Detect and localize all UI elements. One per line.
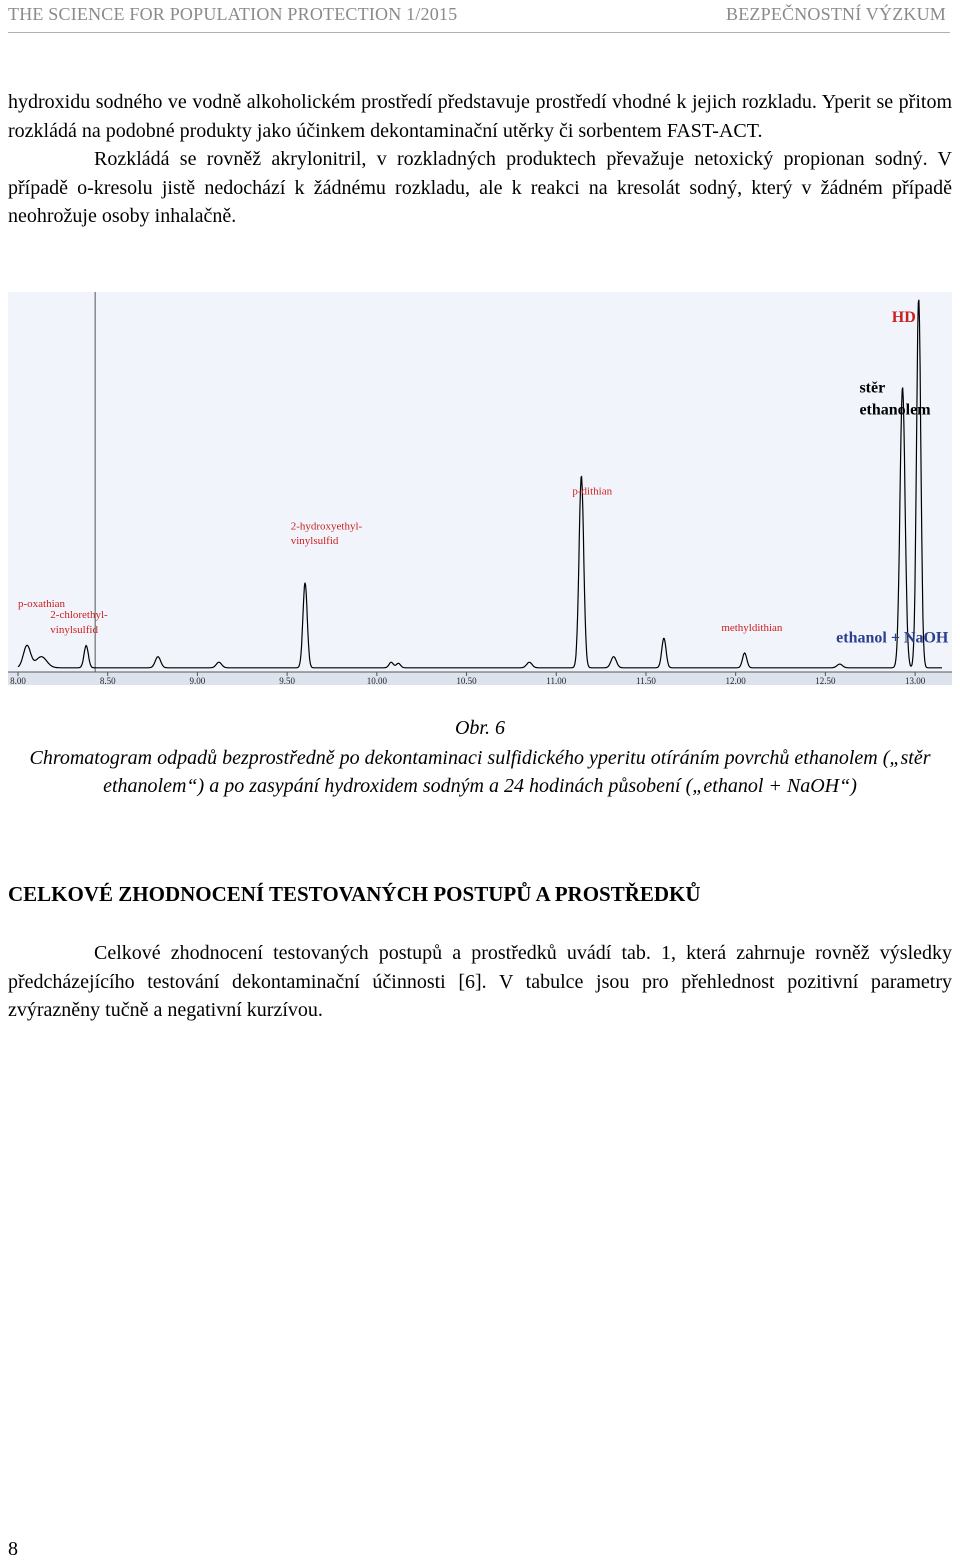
x-tick-label: 10.50 bbox=[456, 676, 477, 685]
peak-label: p-dithian bbox=[572, 485, 613, 498]
x-axis-band bbox=[8, 672, 952, 685]
peak-label: 2-chlorethyl- bbox=[50, 609, 108, 622]
x-tick-label: 8.00 bbox=[10, 676, 26, 685]
running-header bbox=[8, 4, 946, 26]
peak-label: stěr bbox=[859, 379, 886, 397]
peak-label: ethanolem bbox=[859, 401, 931, 419]
paragraph-text-b: Rozkládá se rovněž akrylonitril, v rozkladných produktech převažuje netoxický propionan sodný. V případě o-kresolu jistě nedochází k žádnému rozkladu, ale k reakci na kresolát sodný, který v žádném případě neohrožuje osoby inhalačně. bbox=[8, 148, 952, 227]
chromatogram-trace bbox=[18, 300, 942, 668]
x-tick-label: 8.50 bbox=[99, 676, 116, 685]
header-rule bbox=[8, 32, 950, 33]
x-tick-label: 11.50 bbox=[636, 676, 656, 685]
peak-label: HD bbox=[891, 309, 916, 327]
journal-title: THE SCIENCE FOR POPULATION PROTECTION 1/2015 bbox=[8, 4, 458, 24]
peak-label: vinylsulfid bbox=[290, 535, 339, 548]
figure-label: Obr. 6 bbox=[454, 717, 505, 739]
x-tick-label: 13.00 bbox=[904, 676, 926, 685]
x-tick-label: 12.50 bbox=[815, 676, 836, 685]
x-tick-label: 9.00 bbox=[189, 676, 206, 685]
body-paragraph-1 bbox=[8, 88, 952, 231]
chromatogram-chart bbox=[8, 292, 952, 685]
peak-label: vinylsulfid bbox=[50, 624, 98, 636]
section-title: BEZPEČNOSTNÍ VÝZKUM bbox=[726, 4, 946, 24]
x-tick-label: 9.50 bbox=[279, 676, 296, 685]
peak-label: ethanol + NaOH bbox=[836, 629, 949, 647]
section-heading: CELKOVÉ ZHODNOCENÍ TESTOVANÝCH POSTUPŮ A PROSTŘEDKŮ bbox=[8, 882, 701, 906]
page-number: 8 bbox=[8, 1538, 18, 1560]
peak-label: methyldithian bbox=[721, 622, 783, 635]
paragraph-text-a: hydroxidu sodného ve vodně alkoholickém prostředí představuje prostředí vhodné k jejich rozkladu. Yperit se přitom rozkládá na podobné produkty jako účinkem dekontaminační utěrky či sorbentem FAST-ACT. bbox=[8, 91, 952, 142]
x-tick-label: 12.00 bbox=[725, 676, 746, 685]
peak-label: p-oxathian bbox=[18, 598, 66, 611]
chromatogram-figure bbox=[8, 292, 952, 685]
figure-caption: Chromatogram odpadů bezprostředně po dekontaminaci sulfidického yperitu otíráním povrchů ethanolem („stěr ethanolem“) a po zasypání hydroxidem sodným a 24 hodinách působení („ethanol + NaOH“) bbox=[29, 747, 931, 797]
body-paragraph-2: Celkové zhodnocení testovaných postupů a prostředků uvádí tab. 1, která zahrnuje rovněž výsledky předcházejícího testování dekontaminační účinnosti [6]. V tabulce jsou pro přehlednost pozitivní parametry zvýrazněny tučně a negativní kurzívou. bbox=[8, 942, 952, 1021]
peak-label: 2-hydroxyethyl- bbox=[290, 520, 363, 533]
x-tick-label: 11.00 bbox=[546, 676, 567, 685]
x-tick-label: 10.00 bbox=[366, 676, 387, 685]
